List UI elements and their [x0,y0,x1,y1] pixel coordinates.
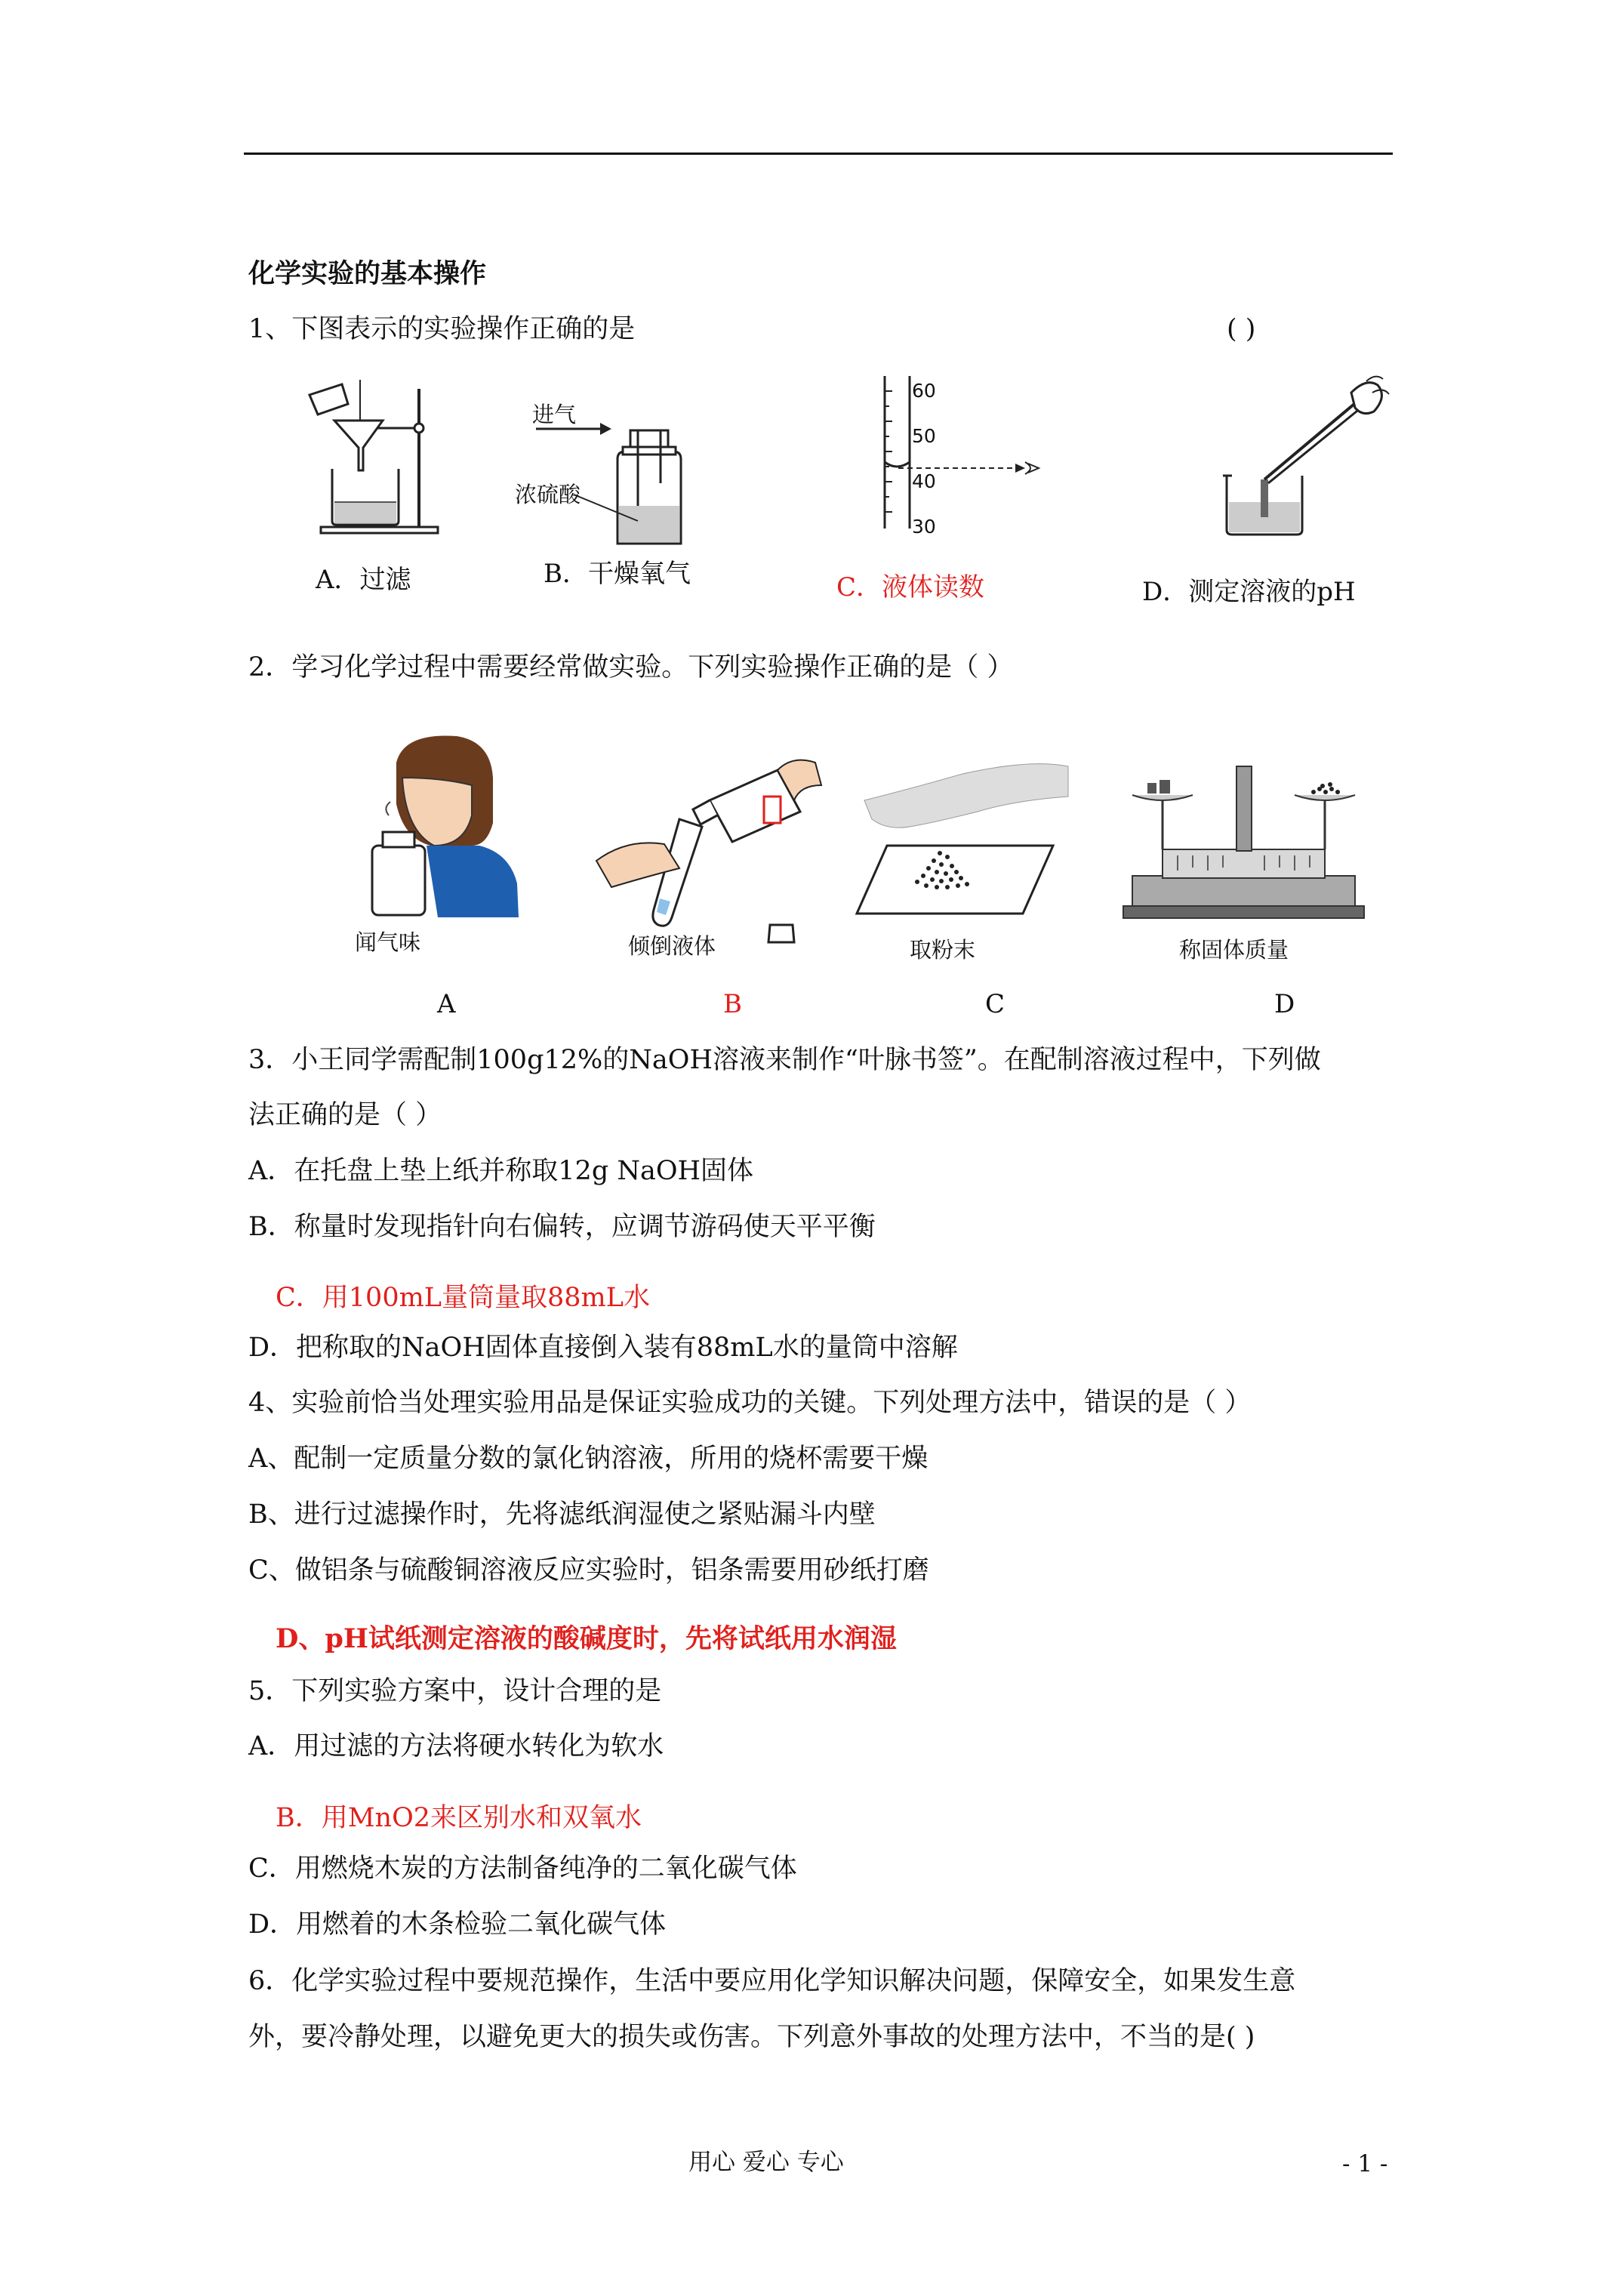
q4-option-d: D、pH试纸测定溶液的酸碱度时，先将试纸用水润湿 [276,1623,897,1654]
scale-30: 30 [912,516,936,538]
q5-option-c: C．用燃烧木炭的方法制备纯净的二氧化碳气体 [248,1854,797,1884]
filtration-figure [298,374,449,536]
q1-caption-d: D．测定溶液的pH [1142,577,1356,607]
cylinder-figure [868,370,1049,532]
q1-stem: 1、下图表示的实验操作正确的是 [248,314,636,344]
q2-letter-d: D [1274,989,1295,1019]
page-number: - 1 - [1342,2150,1388,2177]
header-rule [244,153,1393,155]
q2-caption-balance: 称固体质量 [1179,937,1289,963]
q3-option-d: D．把称取的NaOH固体直接倒入装有88mL水的量筒中溶解 [248,1333,958,1363]
q2-caption-pour: 倾倒液体 [628,933,716,959]
q6-stem-line2: 外，要冷静处理，以避免更大的损失或伤害。下列意外事故的处理方法中，不当的是( ) [248,2022,1255,2052]
q4-option-b: B、进行过滤操作时，先将滤纸润湿使之紧贴漏斗内壁 [248,1499,876,1530]
q2-letter-b: B [723,989,742,1019]
q5-stem: 5．下列实验方案中，设计合理的是 [248,1676,662,1706]
acid-label: 浓硫酸 [515,482,581,507]
pouring-figure [596,755,823,948]
q1-caption-a: A．过滤 [316,565,411,595]
q2-letter-a: A [437,989,456,1019]
section-title: 化学实验的基本操作 [248,258,487,289]
balance-figure [1117,759,1370,921]
q3-stem-line1: 3．小王同学需配制100g12%的NaOH溶液来制作“叶脉书签”。在配制溶液过程中，下列做 [248,1045,1321,1075]
q4-option-c: C、做铝条与硫酸铜溶液反应实验时，铝条需要用砂纸打磨 [248,1555,929,1586]
q2-caption-smell: 闻气味 [355,929,421,955]
ph-test-figure [1215,370,1393,540]
q1-answer-bracket: ( ) [1227,314,1256,344]
q6-stem-line1: 6．化学实验过程中要规范操作，生活中要应用化学知识解决问题，保障安全，如果发生意 [248,1966,1296,1996]
q3-stem-line2: 法正确的是（ ） [248,1100,442,1130]
q2-caption-powder: 取粉末 [910,937,976,963]
scale-40: 40 [912,470,936,492]
q3-option-a: A．在托盘上垫上纸并称取12g NaOH固体 [248,1156,754,1186]
q4-option-a: A、配制一定质量分数的氯化钠溶液，所用的烧杯需要干燥 [248,1444,929,1474]
smell-figure [359,732,525,917]
q5-option-d: D．用燃着的木条检验二氧化碳气体 [248,1909,667,1940]
q3-option-c: C．用100mL量筒量取88mL水 [276,1283,650,1313]
q4-stem: 4、实验前恰当处理实验用品是保证实验成功的关键。下列处理方法中，错误的是（ ） [248,1388,1252,1418]
q1-caption-b: B．干燥氧气 [544,559,691,589]
q3-option-b: B．称量时发现指针向右偏转，应调节游码使天平平衡 [248,1212,876,1242]
gas-in-label: 进气 [532,402,577,427]
q1-caption-c: C．液体读数 [836,572,985,603]
q5-option-a: A．用过滤的方法将硬水转化为软水 [248,1731,664,1761]
gas-drying-figure [528,408,687,551]
q2-letter-c: C [985,989,1006,1019]
scale-60: 60 [912,380,936,402]
q2-stem: 2．学习化学过程中需要经常做实验。下列实验操作正确的是（ ） [248,652,1014,683]
footer-center: 用心 爱心 专心 [688,2149,844,2176]
powder-figure [842,759,1068,921]
scale-50: 50 [912,425,936,447]
q5-option-b: B．用MnO2来区别水和双氧水 [276,1803,642,1833]
